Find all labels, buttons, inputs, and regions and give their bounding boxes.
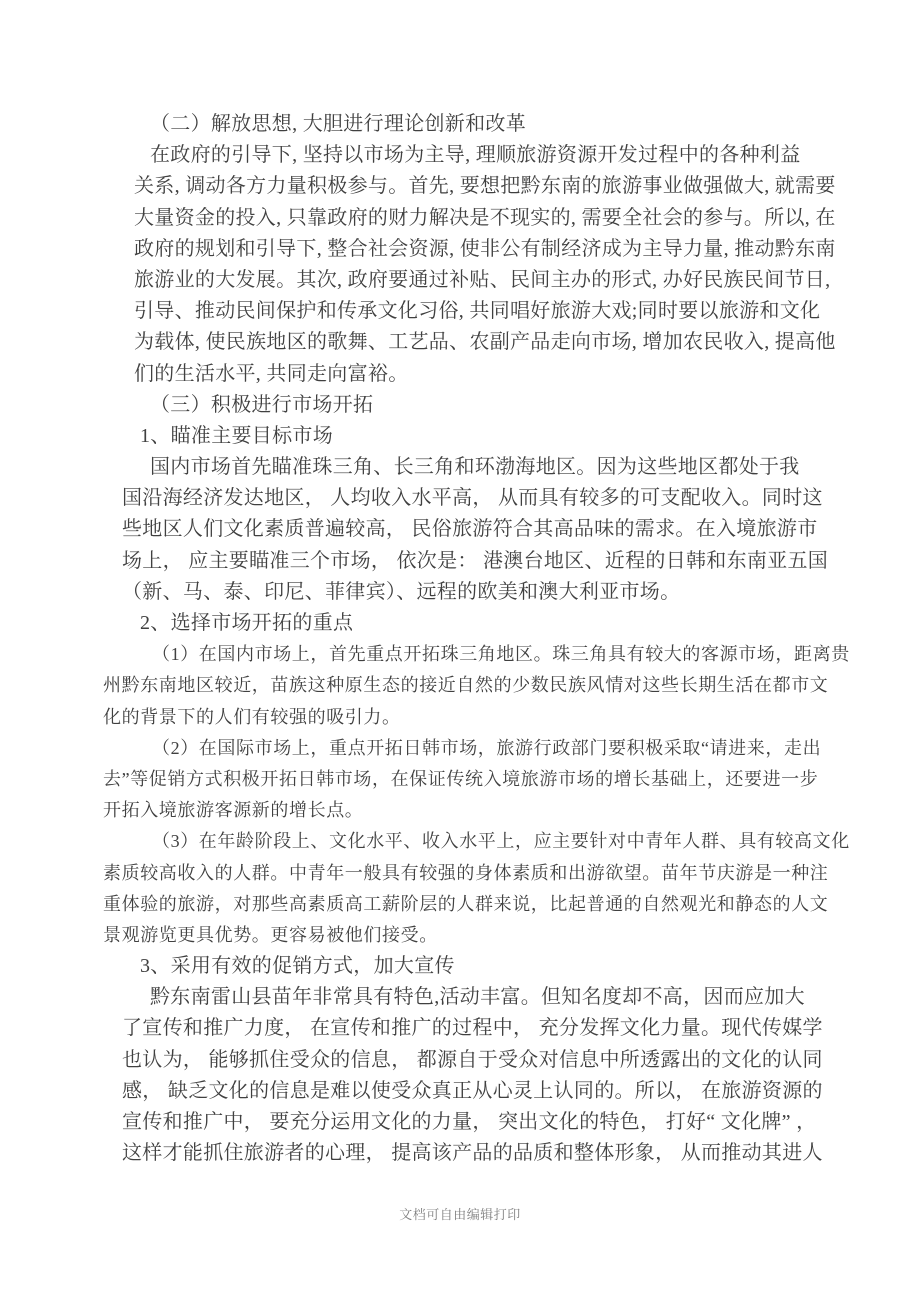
numbered-item-line: 景观游览更具优势。更容易被他们接受。 [103, 924, 438, 945]
numbered-item-line: 去”等促销方式积极开拓日韩市场，在保证传统入境旅游市场的增长基础上，还要进一步 [103, 768, 819, 789]
numbered-subheading: 2、选择市场开拓的重点 [140, 612, 354, 634]
body-text-line: 黔东南雷山县苗年非常具有特色,活动丰富。但知名度却不高，因而应加大 [150, 986, 805, 1009]
numbered-item-line: （2）在国际市场上，重点开拓日韩市场，旅游行政部门要积极采取“请进来，走出 [152, 737, 822, 758]
body-text-line: 这样才能抓住旅游者的心理， 提高该产品的品质和整体形象， 从而推动其进人 [122, 1142, 823, 1165]
body-text-line: 引导、推动民间保护和传承文化习俗, 共同唱好旅游大戏;同时要以旅游和文化 [134, 300, 821, 323]
body-text-line: 政府的规划和引导下, 整合社会资源, 使非公有制经济成为主导力量, 推动黔东南 [134, 237, 836, 260]
numbered-item-line: 化的背景下的人们有较强的吸引力。 [103, 706, 401, 727]
numbered-item-line: （3）在年龄阶段上、文化水平、收入水平上，应主要针对中青年人群、具有较高文化 [152, 831, 850, 852]
body-text-line: 关系, 调动各方力量积极参与。首先, 要想把黔东南的旅游事业做强做大, 就需要 [134, 175, 836, 198]
numbered-item-line: 开拓入境旅游客源新的增长点。 [103, 800, 364, 821]
numbered-subheading: 1、瞄准主要目标市场 [140, 424, 333, 447]
body-text-line: 些地区人们文化素质普遍较高， 民俗旅游符合其高品味的需求。在入境旅游市 [122, 518, 818, 541]
numbered-item-line: 州黔东南地区较近，苗族这种原生态的接近自然的少数民族风情对这些长期生活在都市文 [103, 675, 829, 696]
section-heading: （二）解放思想, 大胆进行理论创新和改革 [150, 113, 526, 135]
section-heading: （三）积极进行市场开拓 [150, 393, 374, 416]
body-text-line: 也认为， 能够抓住受众的信息， 都源自于受众对信息中所透露出的文化的认同 [122, 1048, 823, 1071]
body-text-line: （新、马、泰、印尼、菲律宾）、远程的欧美和澳大利亚市场。 [122, 580, 681, 603]
document-body [0, 109, 920, 1169]
page-footer-text: 文档可自由编辑打印 [399, 1207, 521, 1222]
body-text-line: 了宣传和推广力度， 在宣传和推广的过程中， 充分发挥文化力量。现代传媒学 [122, 1017, 823, 1040]
numbered-item-line: 重体验的旅游，对那些高素质高工薪阶层的人群来说，比起普通的自然观光和静态的人文 [103, 893, 829, 914]
body-text-line: 宣传和推广中， 要充分运用文化的力量， 突出文化的特色， 打好“ 文化牌” ， [122, 1111, 817, 1133]
numbered-item-line: （1）在国内市场上，首先重点开拓珠三角地区。珠三角具有较大的客源市场，距离贵 [152, 644, 850, 665]
numbered-item-line: 素质较高收入的人群。中青年一般具有较强的身体素质和出游欲望。苗年节庆游是一种注 [103, 862, 829, 883]
body-text-line: 们的生活水平, 共同走向富裕。 [134, 362, 409, 385]
numbered-subheading: 3、采用有效的促销方式，加大宣传 [140, 955, 455, 978]
body-text-line: 在政府的引导下, 坚持以市场为主导, 理顺旅游资源开发过程中的各种利益 [150, 144, 801, 167]
body-text-line: 国沿海经济发达地区， 人均收入水平高， 从而具有较多的可支配收入。同时这 [122, 487, 823, 510]
body-text-line: 为载体, 使民族地区的歌舞、工艺品、农副产品走向市场, 增加农民收入, 提高他 [134, 331, 836, 354]
body-text-line: 感， 缺乏文化的信息是难以使受众真正从心灵上认同的。所以， 在旅游资源的 [122, 1079, 823, 1102]
body-text-line: 场上， 应主要瞄准三个市场， 依次是： 港澳台地区、近程的日韩和东南亚五国 [122, 549, 829, 572]
body-text-line: 旅游业的大发展。其次, 政府要通过补贴、民间主办的形式, 办好民族民间节日, [134, 268, 831, 291]
body-text-line: 国内市场首先瞄准珠三角、长三角和环渤海地区。因为这些地区都处于我 [150, 456, 800, 479]
body-text-line: 大量资金的投入, 只靠政府的财力解决是不现实的, 需要全社会的参与。所以, 在 [134, 206, 836, 229]
